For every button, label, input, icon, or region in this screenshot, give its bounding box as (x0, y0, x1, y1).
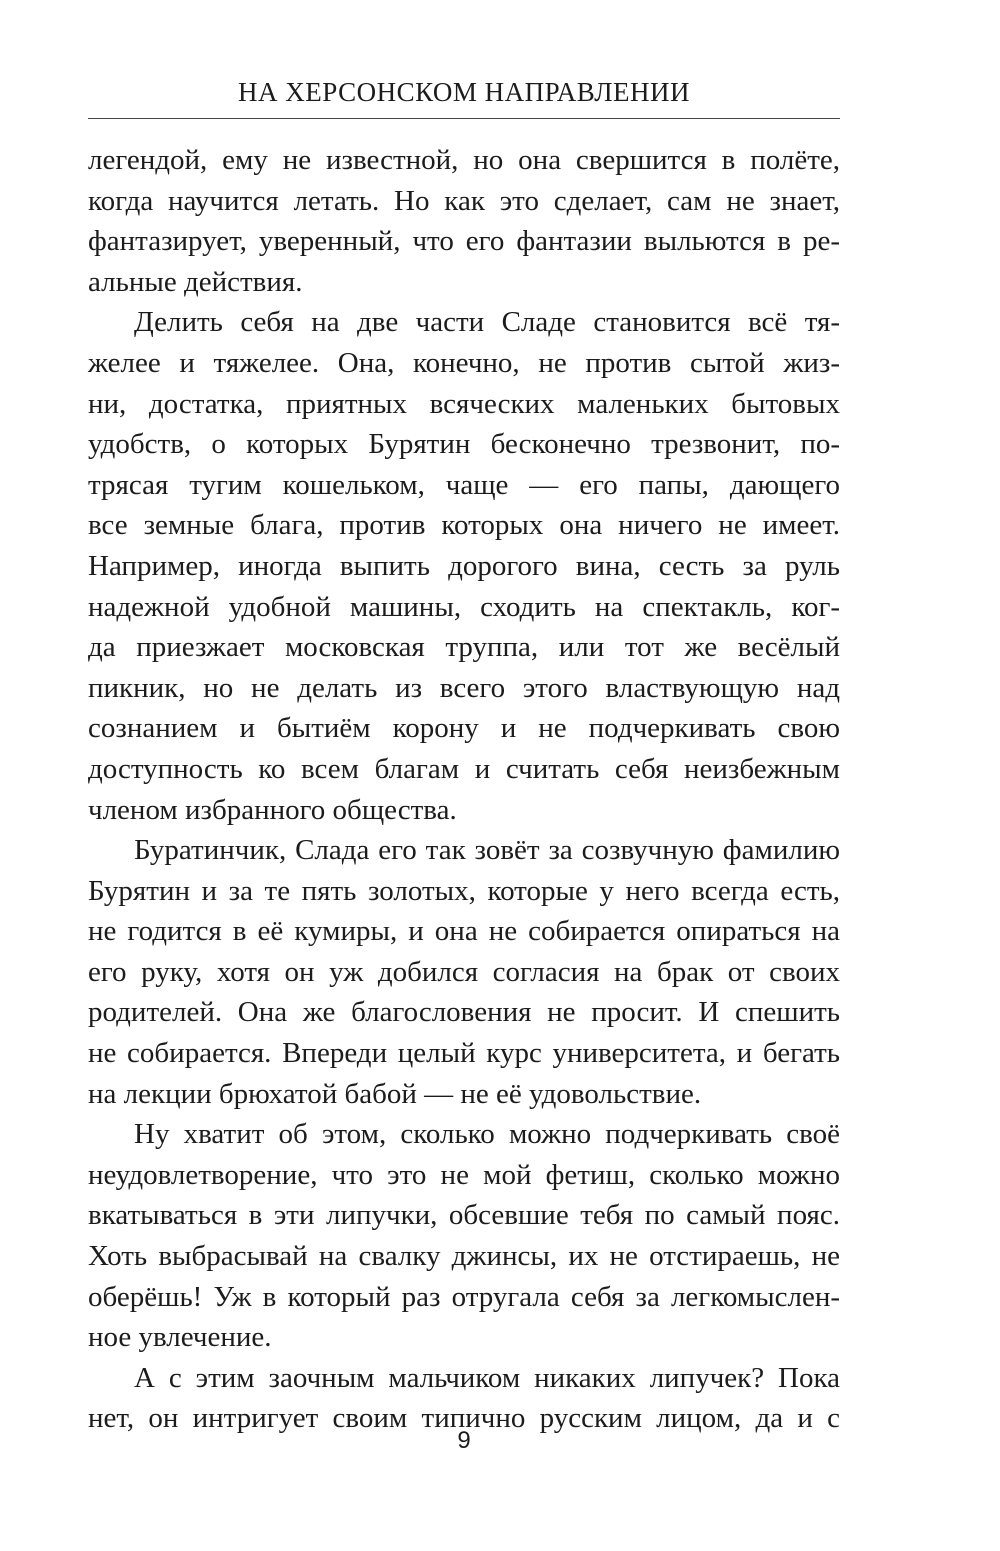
text-line: членом избранного общества. (88, 793, 457, 826)
text-line: неудовлетворение, что это не мой фетиш, сколько можно (88, 1158, 840, 1191)
running-head: НА ХЕРСОНСКОМ НАПРАВЛЕНИИ (237, 77, 691, 107)
text-line: нет, он интригует своим типично русским лицом, да и с (88, 1402, 840, 1435)
text-line: фантазирует, уверенный, что его фантазии выльются в ре- (88, 225, 840, 258)
text-line: Хоть выбрасывай на свалку джинсы, их не отстираешь, не (88, 1240, 840, 1273)
text-line: трясая тугим кошельком, чаще — его папы, дающего (88, 468, 840, 501)
text-line: оберёшь! Уж в который раз отругала себя за легкомыслен- (88, 1280, 840, 1313)
text-line: А с этим заочным мальчиком никаких липучек? Пока (134, 1361, 840, 1394)
text-line: сознанием и бытиём корону и не подчеркивать свою (88, 712, 840, 745)
text-line: вкатываться в эти липучки, обсевшие тебя по самый пояс. (88, 1199, 840, 1232)
page-number: 9 (457, 1427, 471, 1454)
text-line: надежной удобной машины, сходить на спектакль, ког- (88, 590, 840, 623)
text-line: легендой, ему не известной, но она свершится в полёте, (88, 144, 840, 176)
text-line: все земные блага, против которых она ничего не имеет. (88, 509, 840, 542)
text-line: когда научится летать. Но как это сделает, сам не знает, (88, 184, 840, 217)
text-line: родителей. Она же благословения не просит. И спешить (88, 996, 840, 1029)
text-line: удобств, о которых Бурятин бесконечно трезвонит, по- (88, 428, 840, 461)
text-line: желее и тяжелее. Она, конечно, не против сытой жиз- (88, 346, 840, 379)
text-line: ни, достатка, приятных всяческих маленьких бытовых (88, 387, 840, 420)
text-line: Ну хватит об этом, сколько можно подчеркивать своё (134, 1118, 840, 1151)
text-line: его руку, хотя он уж добился согласия на брак от своих (88, 955, 840, 988)
text-line: доступность ко всем благам и считать себя неизбежным (88, 752, 840, 785)
text-line: пикник, но не делать из всего этого властвующую над (88, 671, 840, 704)
body-text (88, 140, 840, 1439)
text-line: Делить себя на две части Сладе становится всё тя- (134, 306, 840, 339)
text-line: Бурятин и за те пять золотых, которые у него всегда есть, (88, 874, 840, 907)
text-line: Например, иногда выпить дорогого вина, сесть за руль (88, 549, 840, 582)
text-line: альные действия. (88, 265, 303, 298)
header-rule (88, 118, 840, 119)
text-line: на лекции брюхатой бабой — не её удовольствие. (88, 1077, 702, 1110)
text-line: не годится в её кумиры, и она не собирается опираться на (88, 915, 840, 948)
text-line: Буратинчик, Слада его так зовёт за созвучную фамилию (134, 834, 840, 867)
text-line: ное увлечение. (88, 1321, 272, 1354)
text-line: да приезжает московская труппа, или тот же весёлый (88, 631, 840, 664)
text-line: не собирается. Впереди целый курс университета, и бегать (88, 1037, 840, 1070)
